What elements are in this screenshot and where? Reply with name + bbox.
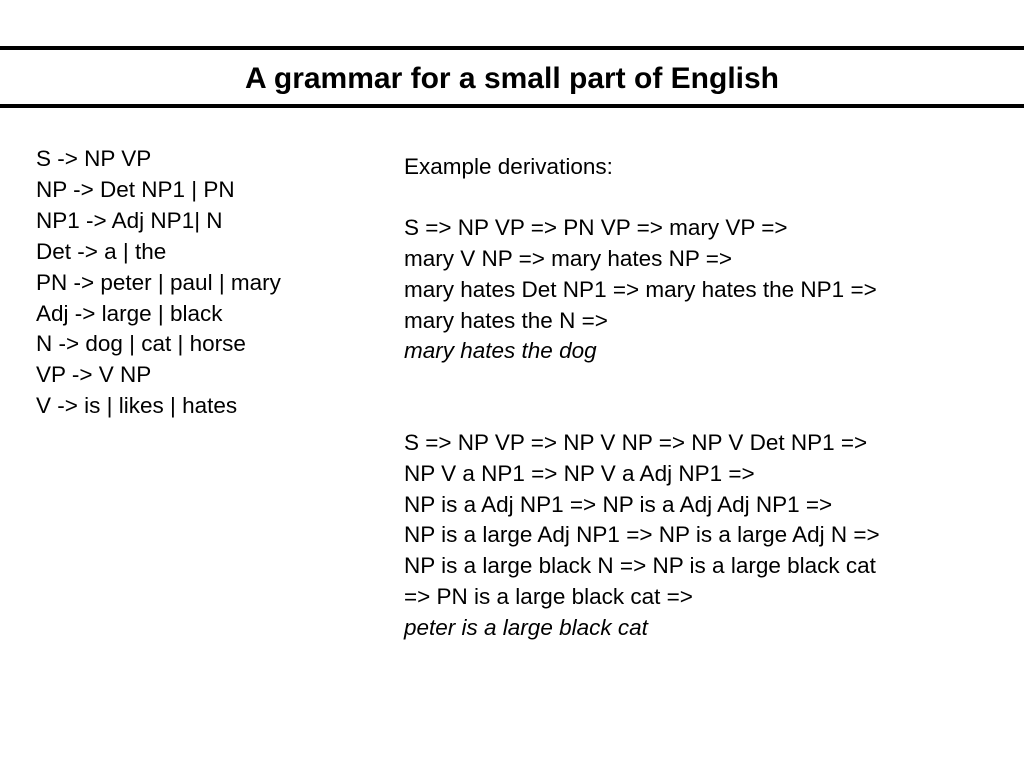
example-derivations: [404, 152, 880, 643]
derivation-result: peter is a large black cat: [404, 614, 648, 640]
grammar-rule: V -> is | likes | hates: [36, 393, 238, 419]
derivation-step: NP is a Adj NP1 => NP is a Adj Adj NP1 =>: [404, 491, 833, 517]
grammar-rule: N -> dog | cat | horse: [36, 331, 246, 357]
derivation-example-1: [404, 213, 880, 367]
derivation-step: S => NP VP => NP V NP => NP V Det NP1 =>: [404, 430, 868, 456]
grammar-rules: [36, 144, 281, 422]
title-top-rule: [0, 46, 1024, 50]
derivation-step: mary hates Det NP1 => mary hates the NP1 =>: [404, 276, 877, 302]
derivation-step: NP is a large black N => NP is a large black cat: [404, 553, 876, 579]
derivation-result: mary hates the dog: [404, 338, 597, 364]
spacer: [404, 367, 880, 428]
grammar-rule: NP -> Det NP1 | PN: [36, 176, 235, 202]
slide-title: A grammar for a small part of English: [244, 62, 779, 95]
derivations-heading: Example derivations:: [404, 154, 613, 179]
derivation-step: mary hates the N =>: [404, 307, 608, 333]
derivation-step: mary V NP => mary hates NP =>: [404, 246, 733, 272]
spacer: [404, 183, 880, 214]
grammar-rule: VP -> V NP: [36, 362, 152, 388]
grammar-rule: NP1 -> Adj NP1| N: [36, 207, 223, 233]
derivation-step: NP V a NP1 => NP V a Adj NP1 =>: [404, 461, 755, 486]
derivation-step: => PN is a large black cat =>: [404, 583, 693, 609]
grammar-rule: S -> NP VP: [36, 146, 152, 171]
derivation-example-2: [404, 428, 880, 643]
derivation-step: S => NP VP => PN VP => mary VP =>: [404, 215, 788, 241]
derivation-step: NP is a large Adj NP1 => NP is a large Adj N =>: [404, 522, 880, 548]
grammar-rule: Det -> a | the: [36, 238, 167, 264]
title-bottom-rule: [0, 104, 1024, 108]
grammar-rule: Adj -> large | black: [36, 300, 223, 326]
grammar-rule: PN -> peter | paul | mary: [36, 269, 281, 295]
